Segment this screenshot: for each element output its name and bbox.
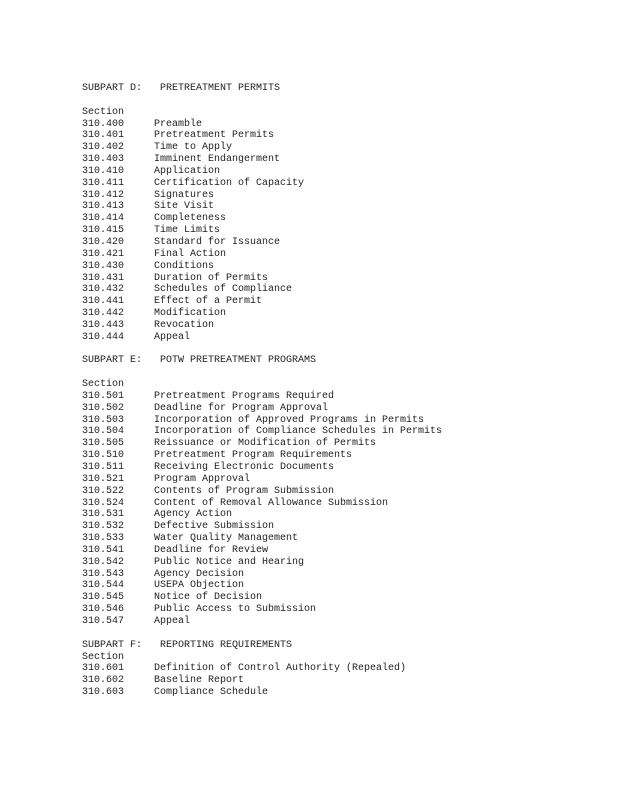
section-number: 310.441	[82, 296, 125, 308]
section-row	[82, 580, 602, 592]
section-row	[82, 119, 602, 131]
document-page	[82, 83, 602, 699]
spacer	[82, 95, 602, 107]
section-title: Pretreatment Programs Required	[154, 390, 335, 402]
section-title: Content of Removal Allowance Submission	[154, 497, 389, 509]
section-title: Final Action	[154, 248, 227, 260]
section-row	[82, 178, 602, 190]
section-label: Section	[82, 106, 125, 118]
section-row	[82, 462, 602, 474]
section-row	[82, 154, 602, 166]
section-title: Incorporation of Approved Programs in Permits	[154, 414, 425, 426]
subpart-e-heading	[82, 355, 602, 367]
section-number: 310.601	[82, 663, 125, 675]
section-number: 310.444	[82, 331, 125, 343]
section-number: 310.547	[82, 615, 125, 627]
section-row	[82, 296, 602, 308]
section-row	[82, 213, 602, 225]
section-number: 310.401	[82, 130, 125, 142]
spacer	[82, 344, 602, 356]
section-number: 310.403	[82, 154, 125, 166]
section-row	[82, 604, 602, 616]
section-row	[82, 391, 602, 403]
section-row	[82, 426, 602, 438]
spacer	[82, 367, 602, 379]
section-title: Revocation	[154, 319, 215, 331]
section-row	[82, 687, 602, 699]
section-title: Application	[154, 165, 221, 177]
section-title: Time to Apply	[154, 142, 233, 154]
section-title: Pretreatment Program Requirements	[154, 450, 353, 462]
section-number: 310.511	[82, 462, 125, 473]
section-row	[82, 284, 602, 296]
section-title: Definition of Control Authority (Repealed)	[154, 663, 407, 675]
section-number: 310.541	[82, 544, 125, 556]
section-row	[82, 166, 602, 178]
section-title: Appeal	[154, 331, 191, 343]
subpart-d-section-list	[82, 119, 602, 344]
section-row	[82, 403, 602, 415]
section-row	[82, 201, 602, 213]
section-title: USEPA Objection	[154, 580, 245, 592]
section-number: 310.412	[82, 189, 125, 201]
section-number: 310.544	[82, 580, 125, 592]
section-row	[82, 592, 602, 604]
subpart-title: REPORTING REQUIREMENTS	[160, 639, 293, 651]
subpart-f-section-list	[82, 663, 602, 699]
section-number: 310.411	[82, 177, 125, 189]
subpart-f-heading	[82, 640, 602, 652]
section-title: Defective Submission	[154, 521, 275, 533]
section-row	[82, 249, 602, 261]
section-title: Agency Action	[154, 509, 233, 521]
section-title: Effect of a Permit	[154, 296, 263, 308]
section-title: Appeal	[154, 615, 191, 627]
section-label: Section	[82, 651, 125, 663]
section-number: 310.402	[82, 142, 125, 154]
section-title: Reissuance or Modification of Permits	[154, 438, 377, 450]
section-number: 310.521	[82, 473, 125, 485]
section-row	[82, 498, 602, 510]
section-row	[82, 320, 602, 332]
section-title: Compliance Schedule	[154, 687, 269, 699]
section-row	[82, 557, 602, 569]
section-number: 310.413	[82, 201, 125, 213]
section-title: Contents of Program Submission	[154, 485, 335, 497]
section-row	[82, 237, 602, 249]
section-number: 310.545	[82, 592, 125, 604]
section-row	[82, 332, 602, 344]
section-number: 310.533	[82, 533, 125, 545]
section-number: 310.431	[82, 272, 125, 284]
section-number: 310.415	[82, 225, 125, 237]
section-row	[82, 438, 602, 450]
section-number: 310.532	[82, 521, 125, 533]
section-row	[82, 569, 602, 581]
section-title: Baseline Report	[154, 675, 245, 687]
section-title: Deadline for Program Approval	[154, 402, 329, 414]
section-number: 310.503	[82, 414, 125, 426]
section-number: 310.524	[82, 497, 125, 509]
section-number: 310.430	[82, 260, 125, 272]
section-row	[82, 450, 602, 462]
section-number: 310.421	[82, 248, 125, 260]
section-row	[82, 142, 602, 154]
subpart-d-heading	[82, 83, 602, 95]
section-number: 310.543	[82, 568, 125, 580]
section-row	[82, 474, 602, 486]
subpart-e-section-list	[82, 391, 602, 628]
section-number: 310.505	[82, 438, 125, 450]
section-number: 310.414	[82, 213, 125, 225]
section-title: Incorporation of Compliance Schedules in Permits	[154, 426, 443, 438]
subpart-title: POTW PRETREATMENT PROGRAMS	[160, 355, 317, 367]
section-title: Conditions	[154, 260, 215, 272]
section-number: 310.420	[82, 236, 125, 248]
section-row	[82, 273, 602, 285]
section-title: Time Limits	[154, 225, 221, 237]
subpart-title: PRETREATMENT PERMITS	[160, 83, 281, 94]
section-row	[82, 533, 602, 545]
section-title: Receiving Electronic Documents	[154, 462, 335, 473]
section-number: 310.443	[82, 319, 125, 331]
section-row	[82, 509, 602, 521]
section-title: Standard for Issuance	[154, 236, 281, 248]
section-number: 310.400	[82, 118, 125, 130]
section-number: 310.522	[82, 485, 125, 497]
section-number: 310.531	[82, 509, 125, 521]
section-row	[82, 663, 602, 675]
spacer	[82, 628, 602, 640]
section-number: 310.410	[82, 165, 125, 177]
subpart-id: SUBPART F:	[82, 639, 143, 651]
section-title: Pretreatment Permits	[154, 130, 275, 142]
section-label: Section	[82, 379, 125, 391]
section-title: Deadline for Review	[154, 544, 269, 556]
section-row	[82, 130, 602, 142]
section-row	[82, 308, 602, 320]
section-row	[82, 190, 602, 202]
section-row	[82, 675, 602, 687]
section-row	[82, 616, 602, 628]
section-row	[82, 545, 602, 557]
section-title: Duration of Permits	[154, 272, 269, 284]
section-title: Notice of Decision	[154, 592, 263, 604]
section-number: 310.432	[82, 284, 125, 296]
subpart-id: SUBPART E:	[82, 355, 143, 367]
section-row	[82, 521, 602, 533]
section-row	[82, 225, 602, 237]
section-title: Completeness	[154, 213, 227, 225]
section-title: Imminent Endangerment	[154, 154, 281, 166]
section-title: Water Quality Management	[154, 533, 299, 545]
section-row	[82, 415, 602, 427]
section-number: 310.546	[82, 604, 125, 616]
section-title: Agency Decision	[154, 568, 245, 580]
section-title: Modification	[154, 308, 227, 320]
section-number: 310.602	[82, 675, 125, 687]
section-title: Program Approval	[154, 473, 251, 485]
subpart-id: SUBPART D:	[82, 83, 143, 94]
section-title: Public Notice and Hearing	[154, 556, 305, 568]
section-title: Site Visit	[154, 201, 215, 213]
section-title: Schedules of Compliance	[154, 284, 293, 296]
section-row	[82, 486, 602, 498]
section-number: 310.542	[82, 556, 125, 568]
section-number: 310.501	[82, 390, 125, 402]
section-number: 310.510	[82, 450, 125, 462]
section-number: 310.442	[82, 308, 125, 320]
section-title: Preamble	[154, 118, 203, 130]
section-row	[82, 261, 602, 273]
section-title: Signatures	[154, 189, 215, 201]
section-number: 310.502	[82, 402, 125, 414]
section-number: 310.603	[82, 687, 125, 699]
section-title: Certification of Capacity	[154, 177, 305, 189]
section-title: Public Access to Submission	[154, 604, 317, 616]
section-number: 310.504	[82, 426, 125, 438]
